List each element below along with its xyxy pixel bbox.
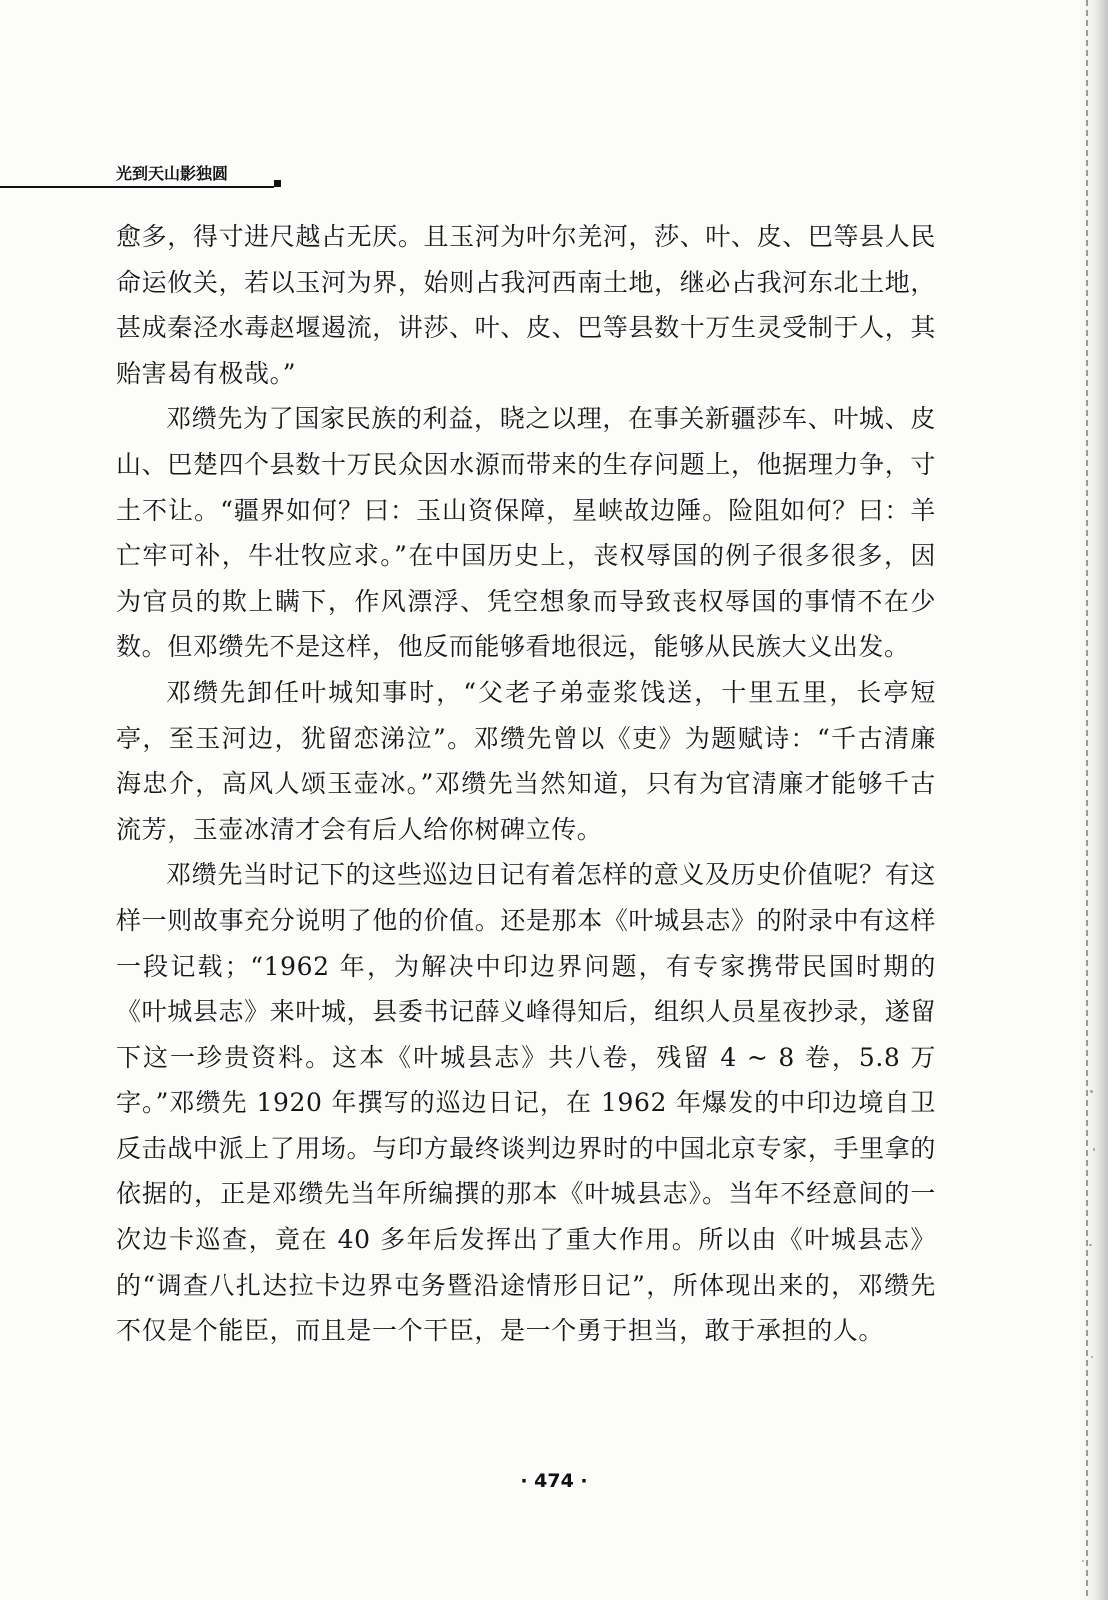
running-header xyxy=(0,164,280,190)
header-rule xyxy=(0,186,274,188)
body-text xyxy=(116,214,936,1354)
running-title: 光到天山影独圆 xyxy=(116,164,229,183)
paragraph-3: 邓缵先卸任叶城知事时，“父老子弟壶浆饯送，十里五里，长亭短亭，至玉河边，犹留恋涕泣”。邓缵先曾以《吏》为题赋诗：“千古清廉海忠介，高风人颂玉壶冰。”邓缵先当然知道，只有为官清廉才能够千古流芳，玉壶冰清才会有后人给你树碑立传。 xyxy=(116,677,936,844)
paragraph-2: 邓缵先为了国家民族的利益，晓之以理，在事关新疆莎车、叶城、皮山、巴楚四个县数十万民众因水源而带来的生存问题上，他据理力争，寸土不让。“疆界如何？曰：玉山资保障，星峡故边陲。险阻如何？曰：羊亡牢可补，牛壮牧应求。”在中国历史上，丧权辱国的例子很多很多，因为官员的欺上瞒下，作风漂浮、凭空想象而导致丧权辱国的事情不在少数。但邓缵先不是这样，他反而能够看地很远，能够从民族大义出发。 xyxy=(116,404,936,662)
scan-edge-line xyxy=(1086,0,1088,1600)
scan-speck xyxy=(1091,1356,1093,1358)
paragraph-4: 邓缵先当时记下的这些巡边日记有着怎样的意义及历史价值呢？有这样一则故事充分说明了他的价值。还是那本《叶城县志》的附录中有这样一段记载；“1962 年，为解决中印边界问题，有专家携带民国时期的《叶城县志》来叶城，县委书记薛义峰得知后，组织人员星夜抄录，遂留下这一珍贵资料。这本《叶城县志》共八卷，残留 4 ~ 8 卷，5.8 万字。”邓缵先 1920 年撰写的巡边日记，在 1962 年爆发的中印边境自卫反击战中派上了用场。与印方最终谈判边界时的中国北京专家，手里拿的依据的，正是邓缵先当年所编撰的那本《叶城县志》。当年不经意间的一次边卡巡查，竟在 40 多年后发挥出了重大作用。所以由《叶城县志》的“调查八扎达拉卡边界屯务暨沿途情形日记”，所体现出来的，邓缵先不仅是个能臣，而且是一个干臣，是一个勇于担当，敢于承担的人。 xyxy=(116,860,936,1346)
scan-speck xyxy=(1093,1148,1095,1151)
scan-speck xyxy=(1090,1090,1093,1093)
page-number: · 474 · xyxy=(520,1470,588,1492)
scan-speck xyxy=(1089,1244,1092,1246)
paragraph-1: 愈多，得寸进尺越占无厌。且玉河为叶尔羌河，莎、叶、皮、巴等县人民命运攸关，若以玉河为界，始则占我河西南土地，继必占我河东北土地，甚成秦泾水毒赵堰遏流，讲莎、叶、皮、巴等县数十万生灵受制于人，其贻害曷有极哉。” xyxy=(116,222,936,388)
scan-edge-shadow xyxy=(1078,0,1108,1600)
scan-speck xyxy=(1082,1560,1084,1562)
header-square-mark xyxy=(274,180,281,187)
